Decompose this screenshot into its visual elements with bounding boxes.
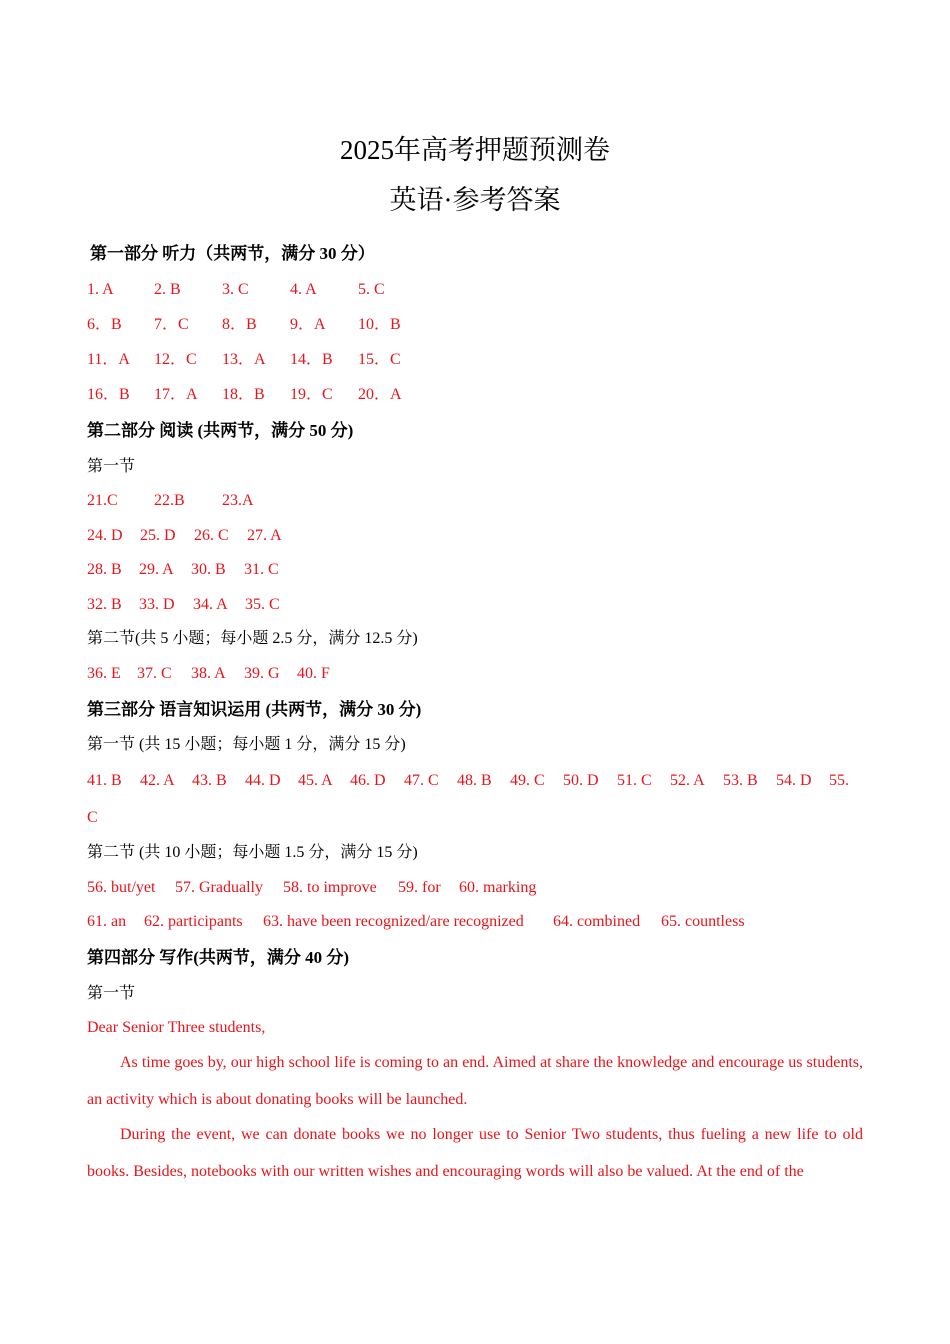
answer-item: 33. D (139, 596, 175, 613)
answer-item: 38. A (191, 665, 226, 682)
answer-item: 16．B (87, 386, 130, 403)
answer-row (87, 278, 887, 302)
answer-item: 48. B (457, 772, 492, 789)
answer-item: 54. D (776, 772, 812, 789)
answer-row (87, 348, 887, 372)
answer-item: 10．B (358, 316, 401, 333)
answer-item: 37. C (137, 665, 172, 682)
answer-item: 3. C (222, 281, 249, 298)
answer-item: 40. F (297, 665, 330, 682)
answer-item: 25. D (140, 527, 176, 544)
part4-section1-label: 第一节 (87, 985, 136, 1002)
answer-item: 45. A (298, 772, 333, 789)
answer-item: 53. B (723, 772, 758, 789)
part4-heading: 第四部分 写作(共两节，满分 40 分) (87, 948, 350, 967)
answer-item: 56. but/yet (87, 879, 156, 896)
answer-item: 62. participants (144, 913, 243, 930)
answer-item: 60. marking (459, 879, 537, 896)
answer-item: 6．B (87, 316, 122, 333)
answer-item: 17．A (154, 386, 198, 403)
letter-paragraph: As time goes by, our high school life is coming to an end. Aimed at share the knowledge and encourage us students, an activity which is about donating books will be launched. (87, 1054, 863, 1108)
answer-item: 26. C (194, 527, 229, 544)
part3-heading: 第三部分 语言知识运用 (共两节，满分 30 分) (87, 700, 422, 719)
page-subtitle: 英语·参考答案 (389, 185, 561, 215)
answer-item: 43. B (192, 772, 227, 789)
letter-salutation: Dear Senior Three students, (87, 1019, 266, 1036)
answer-item: 15．C (358, 351, 401, 368)
answer-item: 35. C (245, 596, 280, 613)
answer-item: 57. Gradually (175, 879, 263, 896)
answer-item: 24. D (87, 527, 123, 544)
answer-item: 28. B (87, 561, 122, 578)
answer-item: 42. A (140, 772, 175, 789)
answer-item: 55. (829, 772, 849, 789)
answer-item: 63. have been recognized/are recognized (263, 913, 524, 930)
part3-section1-label: 第一节 (共 15 小题；每小题 1 分，满分 15 分) (87, 736, 406, 753)
answer-item: 59. for (398, 879, 441, 896)
answer-item: 58. to improve (283, 879, 377, 896)
answer-item: 13．A (222, 351, 266, 368)
answer-item: C (87, 809, 98, 826)
answer-item: 12．C (154, 351, 197, 368)
answer-item: 30. B (191, 561, 226, 578)
answer-item: 49. C (510, 772, 545, 789)
answer-item: 32. B (87, 596, 122, 613)
answer-item: 1. A (87, 281, 114, 298)
answer-item: 50. D (563, 772, 599, 789)
answer-item: 41. B (87, 772, 122, 789)
answer-item: 2. B (154, 281, 181, 298)
answer-item: 52. A (670, 772, 705, 789)
answer-item: 20．A (358, 386, 402, 403)
answer-item: 46. D (350, 772, 386, 789)
answer-row (87, 769, 867, 793)
answer-item: 4. A (290, 281, 317, 298)
answer-item: 22.B (154, 492, 185, 509)
answer-item: 44. D (245, 772, 281, 789)
answer-item: 21.C (87, 492, 118, 509)
letter-paragraph: During the event, we can donate books we no longer use to Senior Two students, thus fueling a new life to old books. Besides, notebooks with our written wishes and encouraging words will also be valued. At the end of the (87, 1126, 863, 1180)
answer-row (87, 662, 887, 686)
answer-row (87, 910, 887, 934)
answer-row (87, 524, 887, 548)
answer-item: 31. C (244, 561, 279, 578)
answer-item: 9．A (290, 316, 326, 333)
answer-item: 5. C (358, 281, 385, 298)
answer-item: 27. A (247, 527, 282, 544)
part1-heading: 第一部分 听力（共两节，满分 30 分） (90, 244, 375, 263)
page-title: 2025年高考押题预测卷 (340, 135, 610, 165)
answer-item: 39. G (244, 665, 280, 682)
answer-item: 51. C (617, 772, 652, 789)
answer-item: 34. A (193, 596, 228, 613)
answer-item: 29. A (139, 561, 174, 578)
answer-item: 11．A (87, 351, 130, 368)
answer-item: 8．B (222, 316, 257, 333)
answer-item: 47. C (404, 772, 439, 789)
answer-row (87, 383, 887, 407)
answer-item: 36. E (87, 665, 121, 682)
answer-item: 65. countless (661, 913, 745, 930)
answer-item: 18．B (222, 386, 265, 403)
answer-item: 64. combined (553, 913, 641, 930)
answer-item: 61. an (87, 913, 127, 930)
answer-item: 7．C (154, 316, 189, 333)
answer-row (87, 489, 887, 513)
answer-item: 19．C (290, 386, 333, 403)
answer-row (87, 313, 887, 337)
answer-item: 14．B (290, 351, 333, 368)
part2-heading: 第二部分 阅读 (共两节，满分 50 分) (87, 421, 354, 440)
part2-section2-label: 第二节(共 5 小题；每小题 2.5 分，满分 12.5 分) (87, 630, 418, 647)
part2-section1-label: 第一节 (87, 458, 136, 475)
answer-item: 23.A (222, 492, 254, 509)
answer-row (87, 593, 887, 617)
answer-row (87, 558, 887, 582)
part3-section2-label: 第二节 (共 10 小题；每小题 1.5 分，满分 15 分) (87, 844, 418, 861)
answer-row (87, 876, 887, 900)
